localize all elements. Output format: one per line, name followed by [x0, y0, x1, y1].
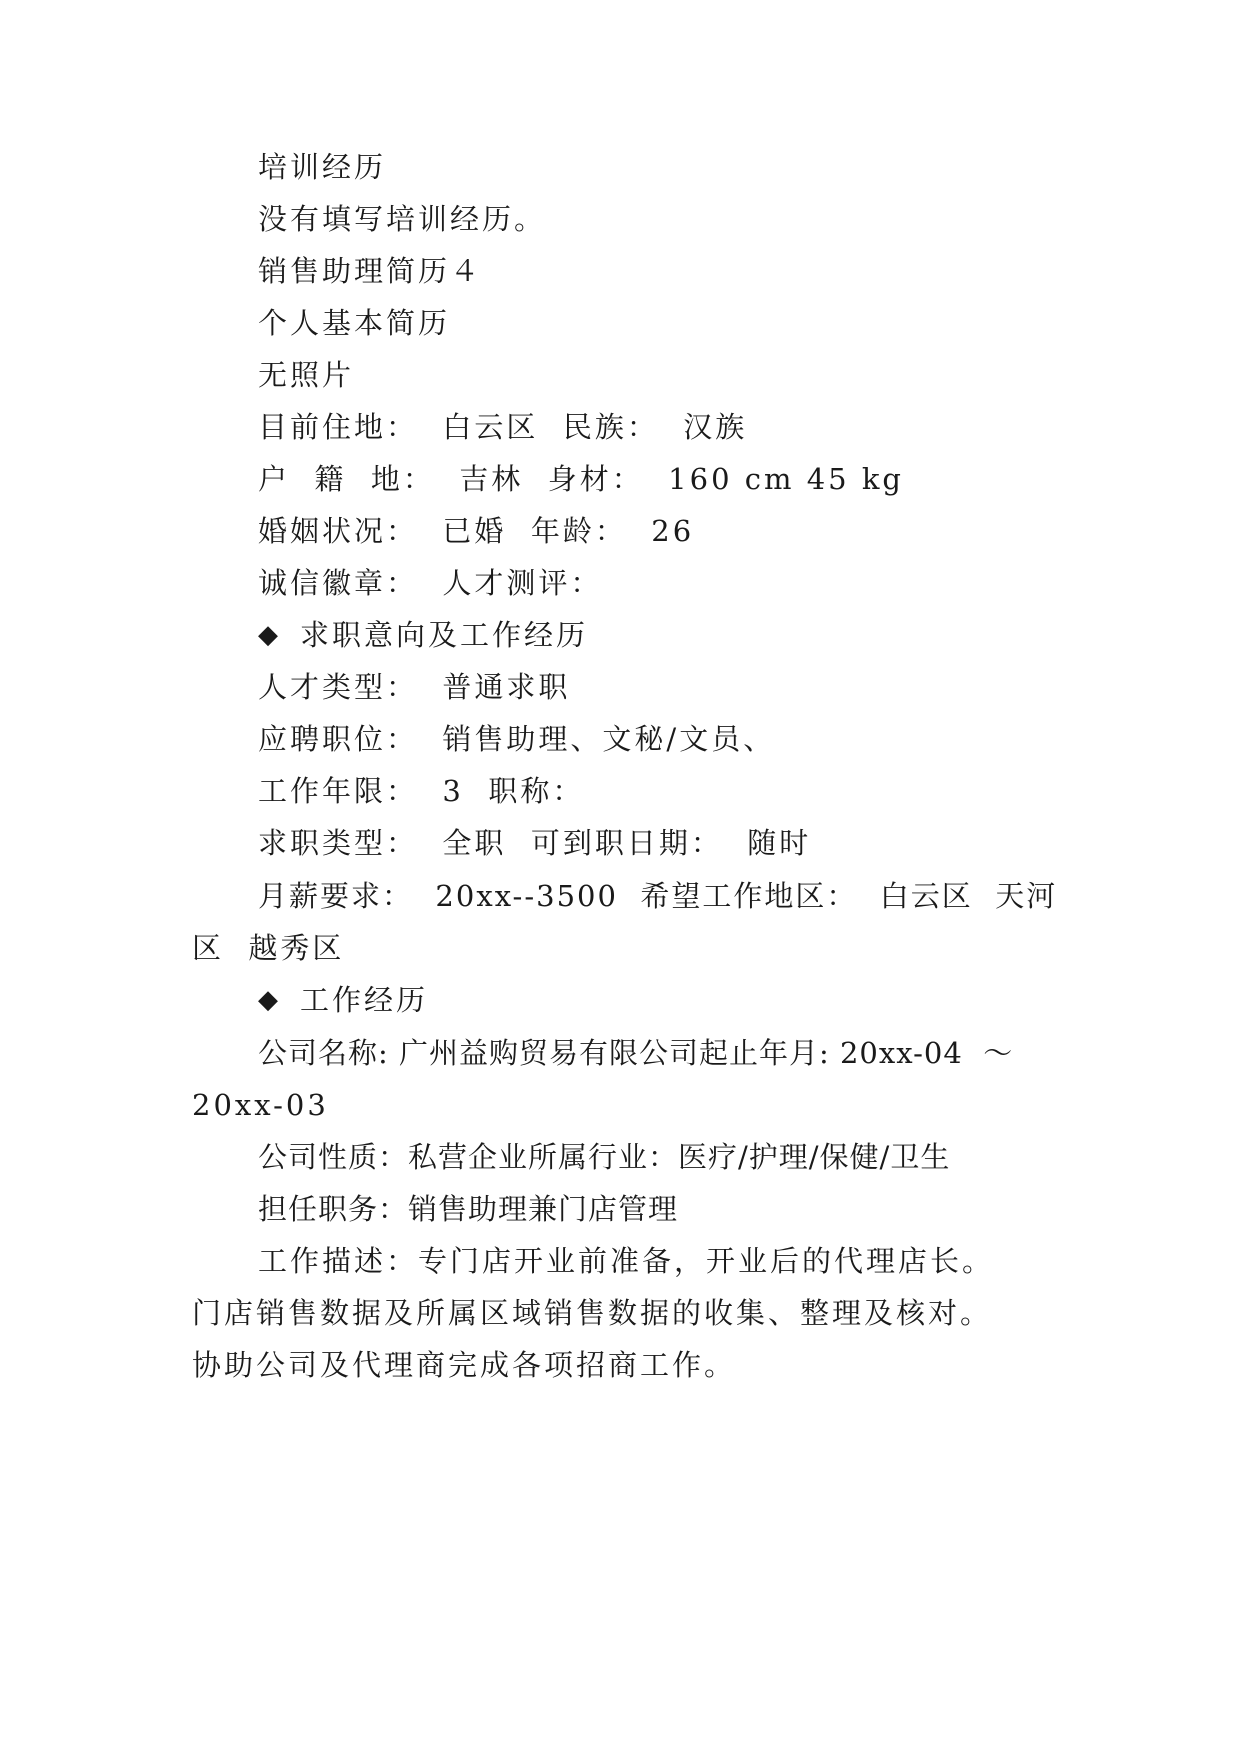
work-description-line: 协助公司及代理商完成各项招商工作。 — [192, 1348, 737, 1382]
section-basic-heading: 个人基本简历 — [258, 306, 451, 340]
work-company: 公司名称: 广州益购贸易有限公司起止年月: 20xx-04 ～ — [258, 1036, 1014, 1070]
intent-row-salary-cont: 区 越秀区 — [192, 931, 345, 965]
basic-row-badge: 诚信徽章： 人才测评： — [258, 566, 603, 600]
intent-row-job-type: 求职类型： 全职 可到职日期： 随时 — [258, 826, 812, 860]
diamond-bullet-icon: ◆ — [258, 985, 278, 1015]
intent-row-salary: 月薪要求： 20xx--3500 希望工作地区： 白云区 天河 — [258, 879, 1058, 913]
work-description-line: 工作描述：专门店开业前准备，开业后的代理店长。 — [258, 1244, 995, 1278]
intent-heading-row — [258, 615, 588, 655]
work-heading-row — [258, 980, 428, 1020]
intent-row-years: 工作年限： 3 职称： — [258, 774, 585, 808]
intent-row-talent-type: 人才类型： 普通求职 — [258, 670, 571, 704]
basic-row-residence: 目前住地： 白云区 民族： 汉族 — [258, 410, 748, 444]
basic-row-marital: 婚姻状况： 已婚 年龄： 26 — [258, 514, 695, 548]
work-company-cont: 20xx-03 — [192, 1088, 329, 1122]
photo-placeholder-text: 无照片 — [258, 358, 355, 392]
intent-row-position: 应聘职位： 销售助理、文秘/文员、 — [258, 722, 776, 756]
work-description-line: 门店销售数据及所属区域销售数据的收集、整理及核对。 — [192, 1296, 993, 1330]
training-content: 没有填写培训经历。 — [258, 202, 547, 236]
diamond-bullet-icon: ◆ — [258, 620, 278, 650]
basic-row-hukou: 户 籍 地： 吉林 身材： 160 cm 45 kg — [258, 462, 904, 496]
resume-title: 销售助理简历４ — [258, 254, 483, 288]
training-heading: 培训经历 — [258, 150, 387, 184]
intent-heading: 求职意向及工作经历 — [300, 618, 589, 652]
work-heading: 工作经历 — [300, 983, 429, 1017]
work-position: 担任职务：销售助理兼门店管理 — [258, 1192, 679, 1226]
work-nature: 公司性质：私营企业所属行业：医疗/护理/保健/卫生 — [258, 1140, 951, 1174]
